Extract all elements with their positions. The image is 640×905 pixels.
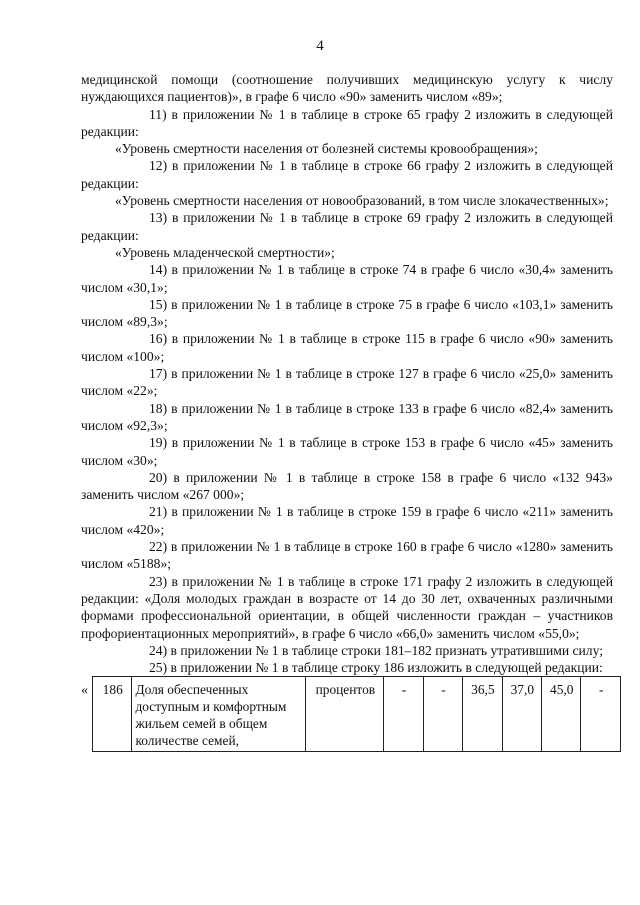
item-text: в приложении № 1 в таблице в строке 74 в графе 6 число «30,4» заменить числом «30,1»; xyxy=(81,262,613,295)
item-number: 14) xyxy=(149,262,168,278)
paragraph-text: «Уровень смертности населения от болезней системы кровообращения»; xyxy=(115,141,538,157)
item-text: в приложении № 1 в таблице в строке 115 в графе 6 число «90» заменить числом «100»; xyxy=(81,331,613,364)
continued-paragraph xyxy=(81,71,613,106)
amendment-table-block xyxy=(81,676,613,766)
item-number: 22) xyxy=(149,539,168,555)
table-row xyxy=(93,677,621,752)
row-number-cell: 186 xyxy=(93,677,132,752)
item-number: 11) xyxy=(149,106,167,122)
amendment-item xyxy=(81,469,613,504)
item-text: в приложении № 1 в таблице в строке 153 в графе 6 число «45» заменить числом «30»; xyxy=(81,435,613,468)
item-text: в приложении № 1 в таблице в строке 69 графу 2 изложить в следующей редакции: xyxy=(81,210,613,243)
value-cell: - xyxy=(423,677,462,752)
paragraph-text: «Уровень младенческой смертности»; xyxy=(115,244,335,260)
indicator-name-cell: Доля обеспеченных доступным и комфортным жильем семей в общем количестве семей, xyxy=(132,677,306,752)
item-text: в приложении № 1 в таблице в строке 171 графу 2 изложить в следующей редакции: «Доля молодых граждан в возрасте от 14 до 30 лет, охваченных различными формами профессиональной ориентации, в общей численности граждан – участников профориентационных мероприятий», в графе 6 число «66,0» заменить числом «55,0»; xyxy=(81,573,613,641)
amendment-item xyxy=(81,400,613,435)
item-number: 21) xyxy=(149,504,168,520)
item-number: 15) xyxy=(149,296,168,312)
amendment-item xyxy=(81,330,613,365)
item-text: в приложении № 1 в таблице строку 186 изложить в следующей редакции: xyxy=(170,660,603,676)
value-cell: 36,5 xyxy=(463,677,502,752)
amendment-item xyxy=(81,209,613,244)
item-text: в приложении № 1 в таблице в строке 66 графу 2 изложить в следующей редакции: xyxy=(81,158,613,191)
item-text: в приложении № 1 в таблице в строке 160 в графе 6 число «1280» заменить числом «5188»; xyxy=(81,539,613,572)
document-body xyxy=(81,71,613,766)
item-text: в приложении № 1 в таблице в строке 75 в графе 6 число «103,1» заменить числом «89,3»; xyxy=(81,296,613,330)
amendment-item xyxy=(81,106,613,141)
opening-quote: « xyxy=(81,683,88,699)
unit-cell: процентов xyxy=(306,677,384,752)
item-number: 17) xyxy=(149,366,168,382)
quoted-wording xyxy=(81,192,613,209)
item-number: 20) xyxy=(149,469,168,485)
amendment-item xyxy=(81,296,613,331)
amendment-item xyxy=(81,538,613,573)
item-number: 18) xyxy=(149,400,168,416)
amendment-item xyxy=(81,659,613,676)
amendment-table xyxy=(92,676,621,752)
amendment-item xyxy=(81,642,613,659)
item-text: в приложении № 1 в таблице строки 181–182 признать утратившими силу; xyxy=(170,642,603,658)
value-cell: - xyxy=(581,677,621,752)
paragraph-text: медицинской помощи (соотношение получивших медицинскую услугу к числу нуждающихся пациентов)», в графе 6 число «90» заменить числом «89»; xyxy=(81,72,613,105)
item-number: 12) xyxy=(149,158,168,174)
item-number: 24) xyxy=(149,642,168,658)
item-number: 13) xyxy=(149,210,168,226)
item-number: 23) xyxy=(149,573,168,589)
item-text: в приложении № 1 в таблице в строке 158 в графе 6 число «132 943» заменить числом «267 000»; xyxy=(81,469,613,503)
quoted-wording xyxy=(81,244,613,261)
item-text: в приложении № 1 в таблице в строке 159 в графе 6 число «211» заменить числом «420»; xyxy=(81,504,613,537)
item-number: 19) xyxy=(149,435,168,451)
amendment-item xyxy=(81,434,613,469)
amendment-item xyxy=(81,573,613,642)
value-cell: 45,0 xyxy=(542,677,581,752)
item-text: в приложении № 1 в таблице в строке 65 графу 2 изложить в следующей редакции: xyxy=(81,106,613,139)
amendment-item xyxy=(81,157,613,192)
item-number: 25) xyxy=(149,660,168,676)
page-number: 4 xyxy=(316,38,324,54)
paragraph-text: «Уровень смертности населения от новообразований, в том числе злокачественных»; xyxy=(115,193,609,209)
amendment-item xyxy=(81,365,613,400)
amendment-item xyxy=(81,261,613,296)
quoted-wording xyxy=(81,140,613,157)
value-cell: - xyxy=(384,677,423,752)
item-text: в приложении № 1 в таблице в строке 133 в графе 6 число «82,4» заменить числом «92,3»; xyxy=(81,400,613,433)
value-cell: 37,0 xyxy=(502,677,541,752)
item-number: 16) xyxy=(149,331,168,347)
amendment-item xyxy=(81,503,613,538)
paragraph-list xyxy=(81,71,613,676)
item-text: в приложении № 1 в таблице в строке 127 в графе 6 число «25,0» заменить числом «22»; xyxy=(81,366,613,399)
